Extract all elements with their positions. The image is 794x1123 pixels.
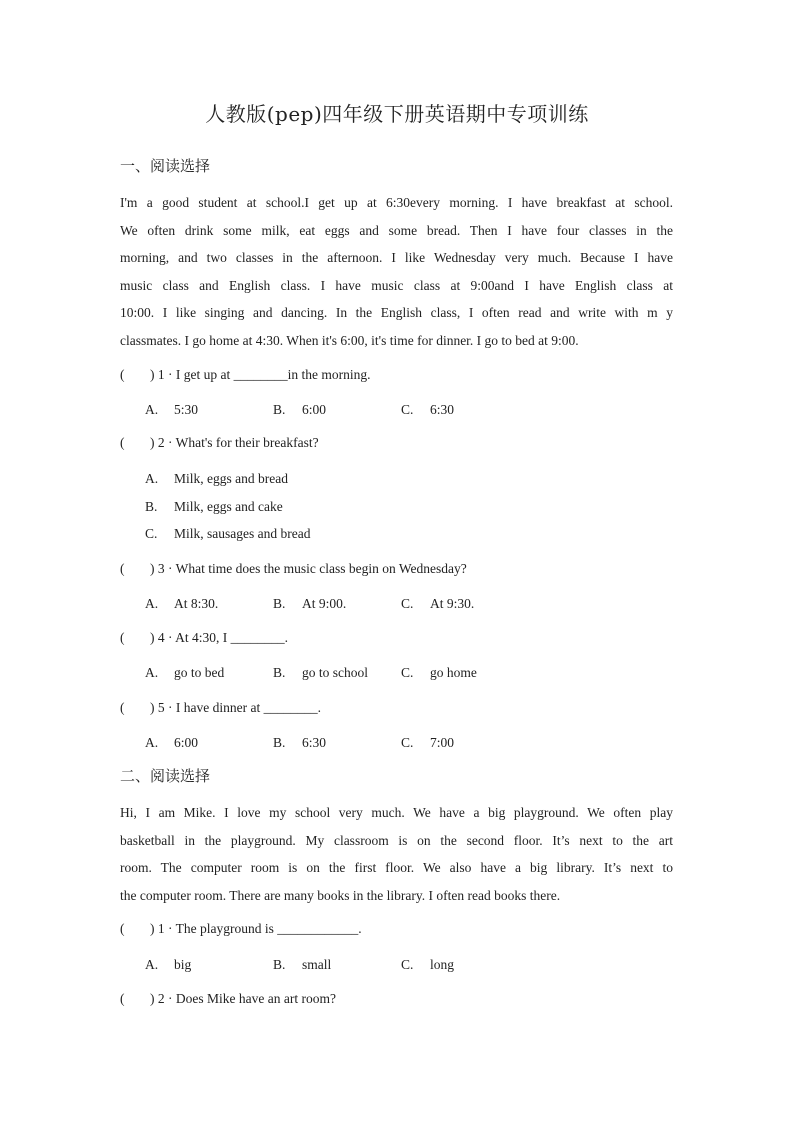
option-b[interactable]: B. At 9:00. bbox=[273, 596, 347, 611]
option-b[interactable]: B. small bbox=[273, 957, 332, 972]
section-1-heading: 一、阅读选择 bbox=[120, 157, 211, 175]
option-c[interactable]: C. 6:30 bbox=[401, 402, 455, 417]
page-title: 人教版(pep)四年级下册英语期中专项训练 bbox=[205, 102, 589, 126]
answer-blank[interactable]: ( bbox=[120, 561, 125, 576]
answer-blank[interactable]: ( bbox=[120, 435, 125, 450]
section-2-heading: 二、阅读选择 bbox=[120, 767, 211, 785]
answer-blank[interactable]: ( bbox=[120, 367, 125, 382]
question-stem: ) 1 · I get up at ________in the morning. bbox=[150, 367, 371, 382]
option-a[interactable]: A. 6:00 bbox=[145, 735, 199, 750]
question-stem: ) 3 · What time does the music class begin on Wednesday? bbox=[150, 561, 467, 576]
question-1-3 bbox=[120, 561, 467, 577]
option-b[interactable]: B. go to school bbox=[273, 665, 368, 680]
question-1-4 bbox=[120, 630, 288, 646]
option-a[interactable]: A. go to bed bbox=[145, 665, 225, 680]
option-c[interactable]: C. long bbox=[401, 957, 455, 972]
option-a[interactable]: A. Milk, eggs and bread bbox=[145, 471, 288, 486]
option-a[interactable]: A. 5:30 bbox=[145, 402, 199, 417]
answer-blank[interactable]: ( bbox=[120, 991, 125, 1006]
question-stem: ) 2 · Does Mike have an art room? bbox=[150, 991, 336, 1006]
question-1-2 bbox=[120, 435, 319, 451]
section-1-passage bbox=[120, 189, 673, 355]
section-2-passage bbox=[120, 799, 673, 909]
passage-line: 10:00. I like singing and dancing. In the English class, I often read and write with m y bbox=[120, 305, 673, 321]
question-1-1-options bbox=[145, 402, 529, 418]
question-stem: ) 2 · What's for their breakfast? bbox=[150, 435, 319, 450]
answer-blank[interactable]: ( bbox=[120, 630, 125, 645]
question-2-1-options bbox=[145, 957, 529, 973]
question-stem: ) 5 · I have dinner at ________. bbox=[150, 700, 321, 715]
question-stem: ) 4 · At 4:30, I ________. bbox=[150, 630, 288, 645]
question-2-2 bbox=[120, 991, 336, 1007]
option-a[interactable]: A. big bbox=[145, 957, 192, 972]
passage-line: room. The computer room is on the first floor. We also have a big library. It’s next to bbox=[120, 860, 673, 876]
option-c[interactable]: C. go home bbox=[401, 665, 477, 680]
option-b[interactable]: B. Milk, eggs and cake bbox=[145, 499, 283, 514]
question-1-5 bbox=[120, 700, 321, 716]
question-1-5-options bbox=[145, 735, 529, 751]
question-1-1 bbox=[120, 367, 370, 383]
question-2-1 bbox=[120, 921, 362, 937]
question-1-4-options bbox=[145, 665, 529, 681]
passage-line: I'm a good student at school.I get up at 6:30every morning. I have breakfast at school. bbox=[120, 195, 673, 210]
question-stem: ) 1 · The playground is ____________. bbox=[150, 921, 362, 936]
passage-line: morning, and two classes in the afternoon. I like Wednesday very much. Because I have bbox=[120, 250, 673, 266]
passage-line: basketball in the playground. My classroom is on the second floor. It’s next to the art bbox=[120, 832, 673, 848]
passage-line: We often drink some milk, eat eggs and some bread. Then I have four classes in the bbox=[120, 222, 673, 238]
passage-line: classmates. I go home at 4:30. When it's 6:00, it's time for dinner. I go to bed at 9:00. bbox=[120, 332, 579, 348]
option-c[interactable]: C. Milk, sausages and bread bbox=[145, 526, 311, 541]
passage-line: Hi, I am Mike. I love my school very much. We have a big playground. We often play bbox=[120, 805, 673, 820]
option-b[interactable]: B. 6:00 bbox=[273, 402, 327, 417]
passage-line: music class and English class. I have music class at 9:00and I have English class at bbox=[120, 277, 673, 293]
answer-blank[interactable]: ( bbox=[120, 700, 125, 715]
passage-line: the computer room. There are many books in the library. I often read books there. bbox=[120, 887, 561, 903]
question-1-3-options bbox=[145, 596, 529, 612]
answer-blank[interactable]: ( bbox=[120, 921, 125, 936]
option-c[interactable]: C. At 9:30. bbox=[401, 596, 475, 611]
option-a[interactable]: A. At 8:30. bbox=[145, 596, 219, 611]
option-c[interactable]: C. 7:00 bbox=[401, 735, 455, 750]
option-b[interactable]: B. 6:30 bbox=[273, 735, 327, 750]
